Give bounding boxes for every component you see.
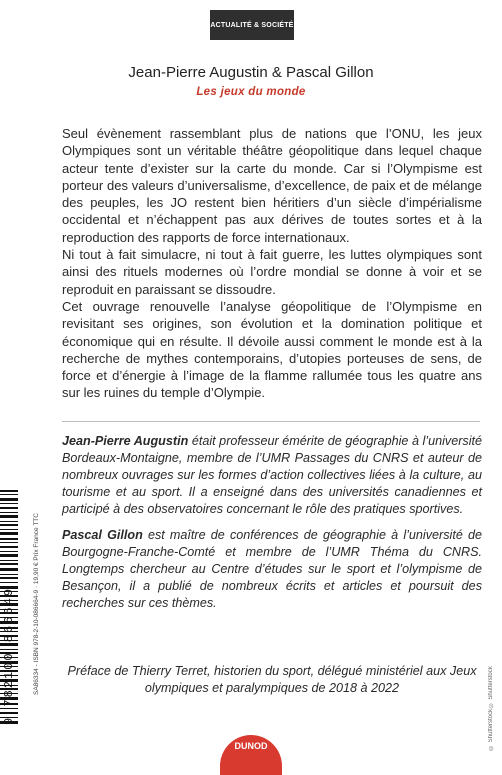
summary-paragraph-3: Cet ouvrage renouvelle l’analyse géopolitique de l’Olympisme en revisitant ses origines, son évolution et la domination politique et économique qui en résulte. Il dévoile aussi comment le monde est à la recherche de mythes contemporains, d’utopies porteuses de sens, de force et d’énergie à l’image de la flamme rallumée tous les quatre ans sur les ruines du temple d’Olympie. xyxy=(62,298,482,401)
isbn-price-text: SA86334 - ISBN 978-2-10-086664-9 · 19,90 € Prix France TTC xyxy=(33,513,40,695)
publisher-logo: DUNOD xyxy=(220,735,282,775)
back-cover-summary xyxy=(62,125,482,402)
preface-note: Préface de Thierry Terret, historien du sport, délégué ministériel aux Jeux olympiques et paralympiques de 2018 à 2022 xyxy=(67,664,477,695)
bio-gillon xyxy=(62,527,482,612)
bio-augustin xyxy=(62,433,482,518)
summary-paragraph-1: Seul évènement rassemblant plus de nations que l’ONU, les jeux Olympiques sont un véritable théâtre géopolitique dans lequel chaque acteur tente d’exister sur la carte du monde. Car si l’Olympisme est porteur des valeurs d’universalisme, d’excellence, de paix et de mélange des peuples, les JO restent bien héritiers d’un siècle d’impérialisme occidental et n’échappent pas aux dérives de toutes sortes et à la reproduction des rapports de force internationaux. xyxy=(62,126,482,245)
isbn-digits: 9 782100 866649 xyxy=(2,586,16,725)
bio-text: est maître de conférences de géographie à l’université de Bourgogne-Franche-Comté et membre de l’UMR Théma du CNRS. Longtemps chercheur au Centre d’études sur le sport et l’olympisme de Besançon, il a publié de nombreux écrits et articles et poursuit des recherches sur ces thèmes. xyxy=(62,528,483,610)
book-title: Les jeux du monde xyxy=(196,86,306,98)
book-authors: Jean-Pierre Augustin & Pascal Gillon xyxy=(128,64,374,81)
bio-name: Pascal Gillon xyxy=(62,528,143,542)
photo-credit: © Shutterstock © Shutterstock xyxy=(488,666,494,750)
bio-text: était professeur émérite de géographie à l’université Bordeaux-Montaigne, membre de l’UMR Passages du CNRS et auteur de nombreux ouvrages sur les formes d’action collectives liées à la culture, au tourisme et au sport. Il a enseigné dans des universités canadiennes et participé à des observatoires concernant le rôle des pratiques sportives. xyxy=(62,434,482,516)
bio-name: Jean-Pierre Augustin xyxy=(62,434,189,448)
section-divider xyxy=(62,421,480,422)
author-bios xyxy=(62,433,482,621)
summary-paragraph-2: Ni tout à fait simulacre, ni tout à fait guerre, les luttes olympiques sont ainsi des rituels modernes où l’ordre mondial se donne à voir et se reproduit en paraissant se dissoudre. xyxy=(62,247,482,297)
category-badge: ACTUALITÉ & SOCIÉTÉ xyxy=(210,10,294,40)
